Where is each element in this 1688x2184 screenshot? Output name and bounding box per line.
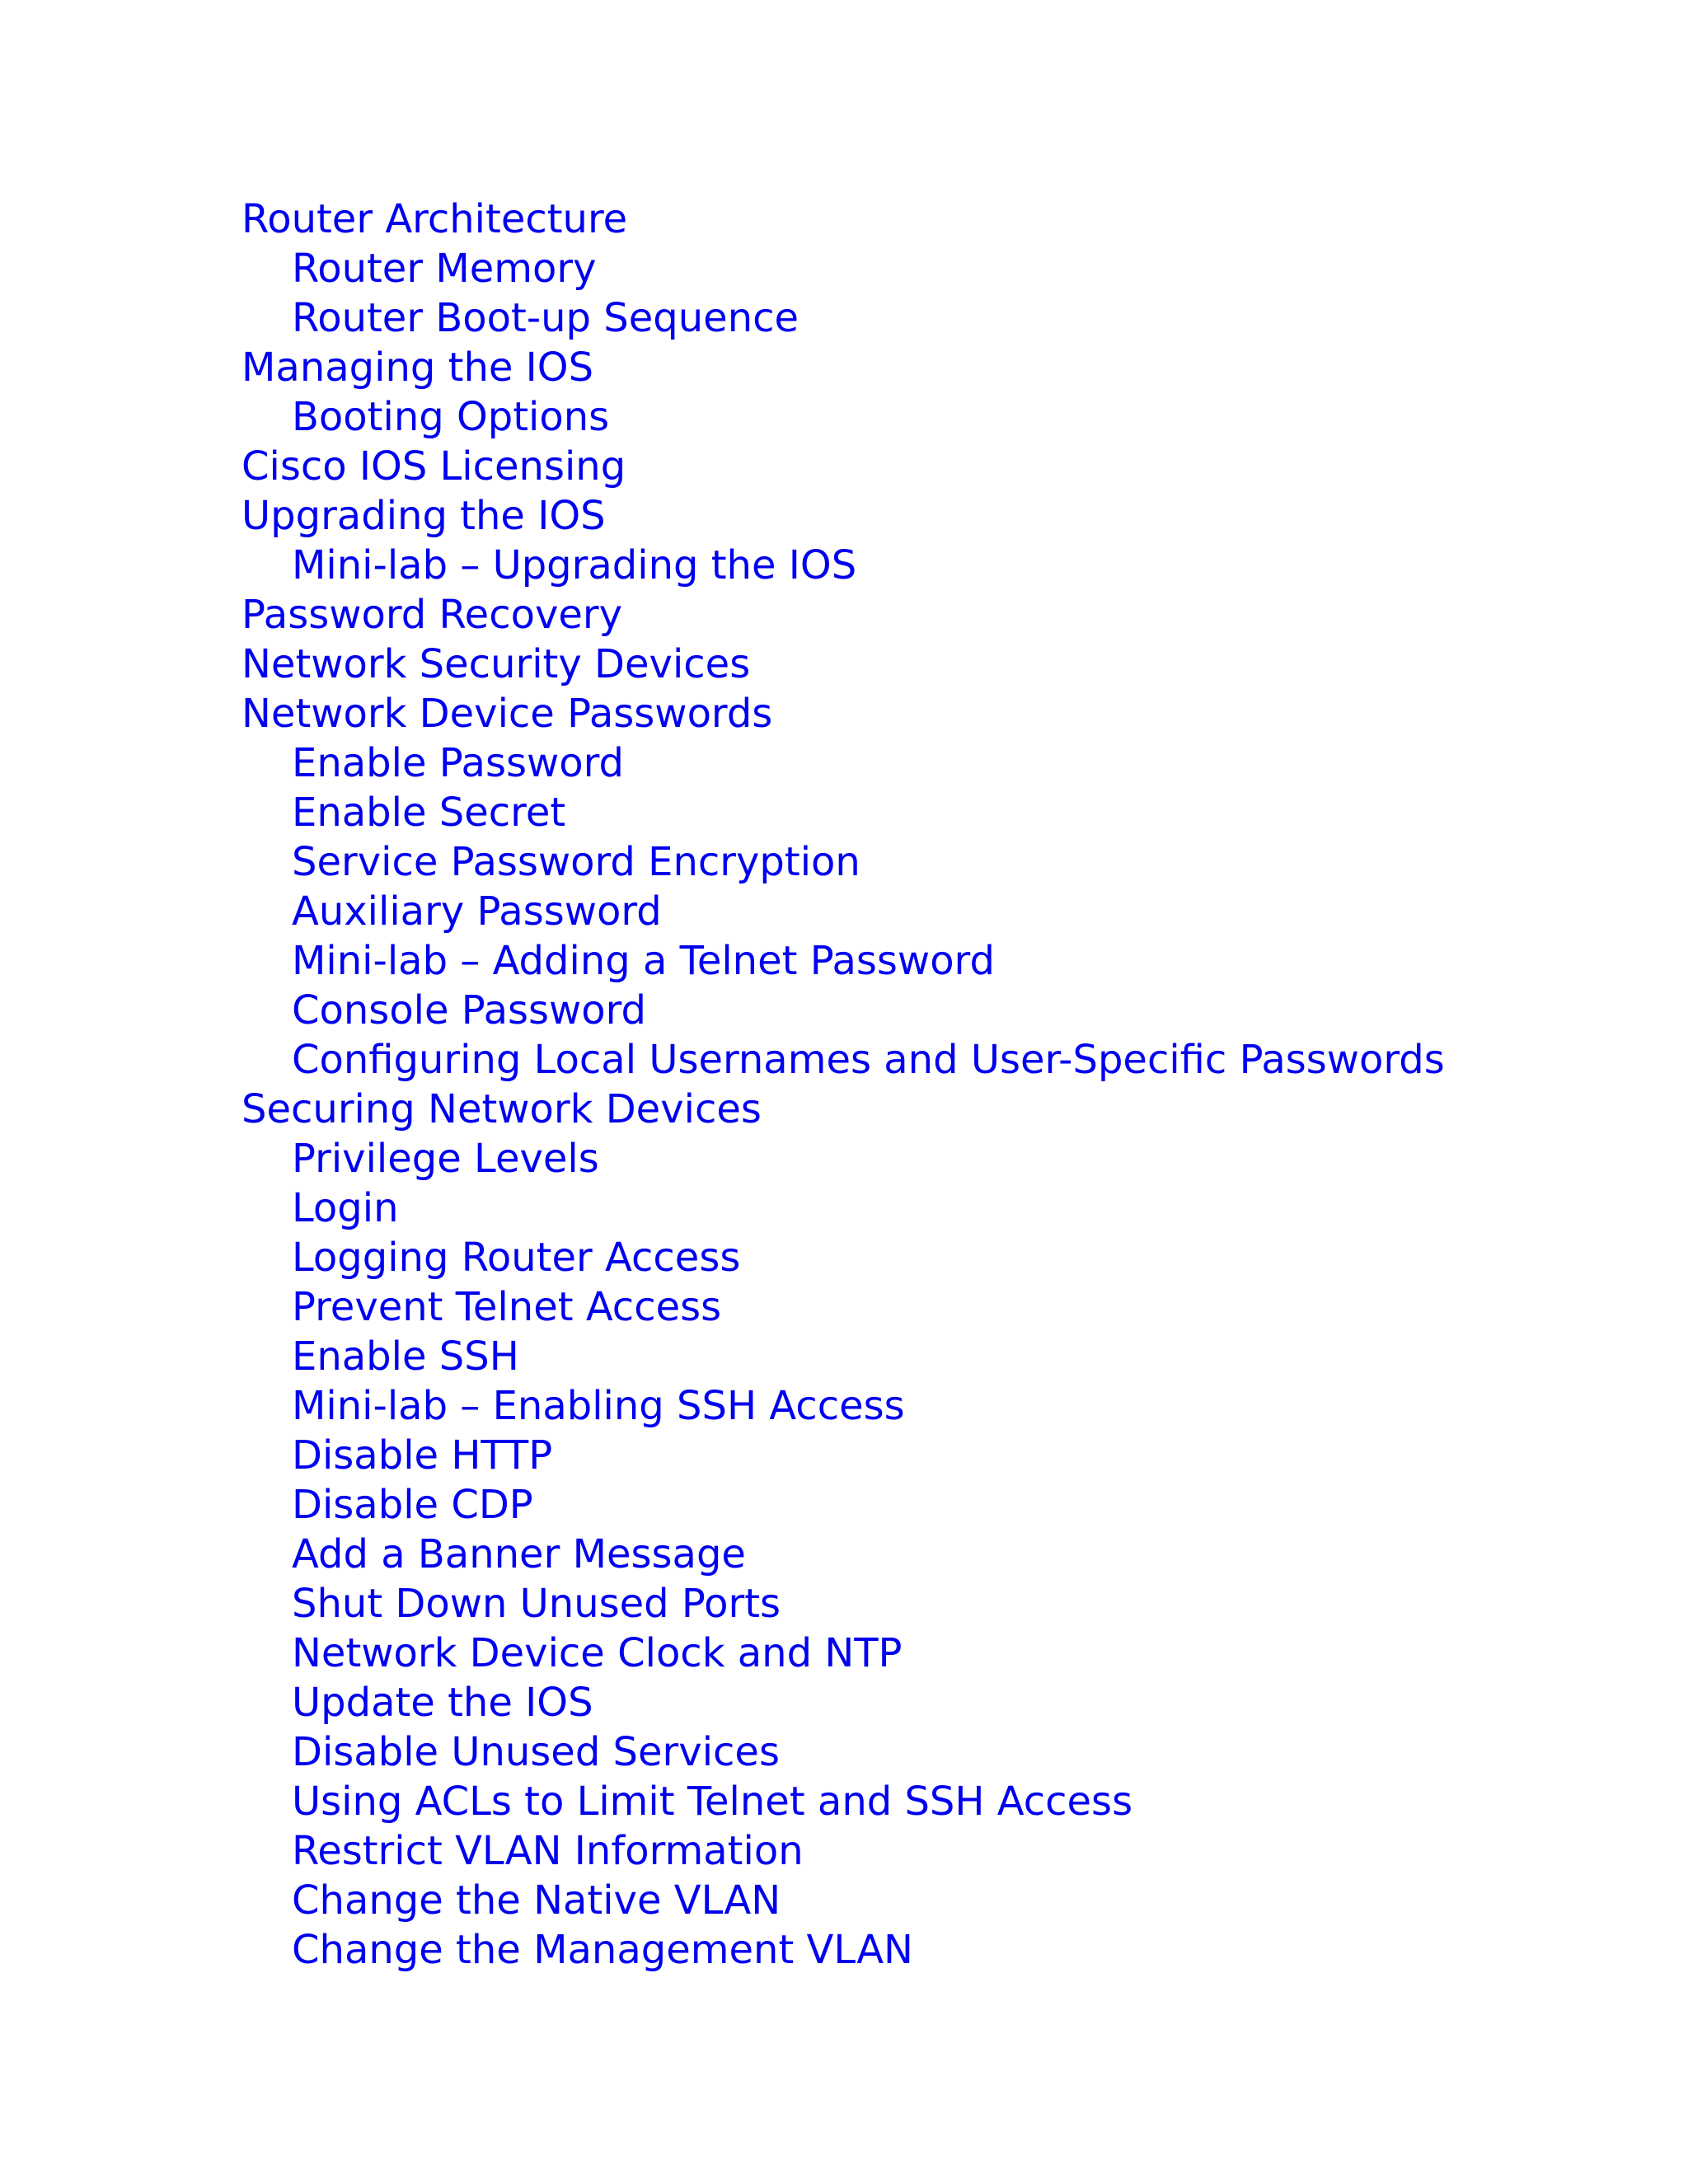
toc-section-link[interactable]: Cisco IOS Licensing [241, 443, 626, 490]
toc-section-link[interactable]: Securing Network Devices [241, 1086, 762, 1132]
toc-subsection-item [241, 1727, 1445, 1777]
toc-subsection-item [241, 738, 1445, 788]
table-of-contents [241, 194, 1445, 1975]
toc-subsection-item [241, 541, 1445, 590]
toc-section-item [241, 343, 1445, 392]
toc-subsection-link[interactable]: Change the Management VLAN [292, 1927, 913, 1973]
toc-subsection-item [241, 1183, 1445, 1233]
toc-subsection-link[interactable]: Add a Banner Message [292, 1531, 746, 1577]
toc-subsection-item [241, 936, 1445, 986]
toc-subsection-link[interactable]: Auxiliary Password [292, 888, 662, 935]
toc-subsection-item [241, 1678, 1445, 1727]
toc-subsection-link[interactable]: Console Password [292, 987, 647, 1033]
toc-subsection-link[interactable]: Shut Down Unused Ports [292, 1581, 781, 1627]
toc-subsection-link[interactable]: Login [292, 1185, 399, 1231]
toc-section-link[interactable]: Network Security Devices [241, 641, 751, 687]
toc-subsection-item [241, 1035, 1445, 1085]
toc-subsection-link[interactable]: Service Password Encryption [292, 839, 860, 885]
toc-subsection-item [241, 1282, 1445, 1332]
toc-subsection-link[interactable]: Using ACLs to Limit Telnet and SSH Access [292, 1779, 1133, 1825]
toc-subsection-item [241, 1826, 1445, 1876]
toc-section-link[interactable]: Router Architecture [241, 196, 628, 242]
toc-section-item [241, 590, 1445, 640]
toc-section-item [241, 640, 1445, 689]
toc-subsection-item [241, 1530, 1445, 1579]
toc-subsection-item [241, 1332, 1445, 1381]
toc-subsection-item [241, 1777, 1445, 1826]
toc-subsection-link[interactable]: Booting Options [292, 394, 610, 440]
toc-section-link[interactable]: Upgrading the IOS [241, 493, 606, 539]
toc-subsection-link[interactable]: Mini-lab – Enabling SSH Access [292, 1383, 905, 1429]
toc-subsection-link[interactable]: Enable SSH [292, 1333, 519, 1380]
toc-subsection-item [241, 1876, 1445, 1925]
toc-subsection-item [241, 887, 1445, 936]
toc-subsection-link[interactable]: Configuring Local Usernames and User-Specific Passwords [292, 1037, 1445, 1083]
toc-section-item [241, 689, 1445, 738]
toc-section-link[interactable]: Password Recovery [241, 592, 623, 638]
toc-subsection-link[interactable]: Prevent Telnet Access [292, 1284, 722, 1330]
toc-subsection-link[interactable]: Privilege Levels [292, 1136, 599, 1182]
toc-subsection-link[interactable]: Disable Unused Services [292, 1729, 780, 1775]
toc-section-link[interactable]: Network Device Passwords [241, 691, 773, 737]
toc-subsection-link[interactable]: Update the IOS [292, 1680, 593, 1726]
toc-section-item [241, 1085, 1445, 1134]
toc-subsection-item [241, 1233, 1445, 1282]
toc-subsection-item [241, 392, 1445, 442]
toc-subsection-item [241, 1134, 1445, 1183]
toc-subsection-link[interactable]: Change the Native VLAN [292, 1877, 781, 1924]
toc-subsection-item [241, 1381, 1445, 1431]
toc-subsection-link[interactable]: Mini-lab – Upgrading the IOS [292, 542, 857, 588]
toc-subsection-item [241, 986, 1445, 1035]
toc-subsection-item [241, 293, 1445, 343]
toc-subsection-item [241, 837, 1445, 887]
toc-subsection-link[interactable]: Disable CDP [292, 1482, 533, 1528]
toc-subsection-item [241, 244, 1445, 293]
toc-subsection-link[interactable]: Logging Router Access [292, 1235, 741, 1281]
toc-section-item [241, 491, 1445, 541]
toc-subsection-item [241, 1579, 1445, 1629]
toc-subsection-item [241, 1925, 1445, 1975]
toc-subsection-item [241, 788, 1445, 837]
toc-subsection-link[interactable]: Enable Password [292, 740, 624, 786]
toc-subsection-link[interactable]: Restrict VLAN Information [292, 1828, 804, 1874]
toc-subsection-link[interactable]: Router Boot-up Sequence [292, 295, 799, 341]
toc-subsection-link[interactable]: Disable HTTP [292, 1432, 553, 1479]
toc-section-item [241, 194, 1445, 244]
toc-subsection-item [241, 1431, 1445, 1480]
toc-subsection-item [241, 1629, 1445, 1678]
toc-subsection-link[interactable]: Router Memory [292, 246, 597, 292]
toc-section-item [241, 442, 1445, 491]
toc-section-link[interactable]: Managing the IOS [241, 344, 594, 391]
toc-subsection-link[interactable]: Network Device Clock and NTP [292, 1630, 903, 1676]
toc-subsection-link[interactable]: Mini-lab – Adding a Telnet Password [292, 938, 995, 984]
toc-subsection-item [241, 1480, 1445, 1530]
toc-subsection-link[interactable]: Enable Secret [292, 790, 566, 836]
